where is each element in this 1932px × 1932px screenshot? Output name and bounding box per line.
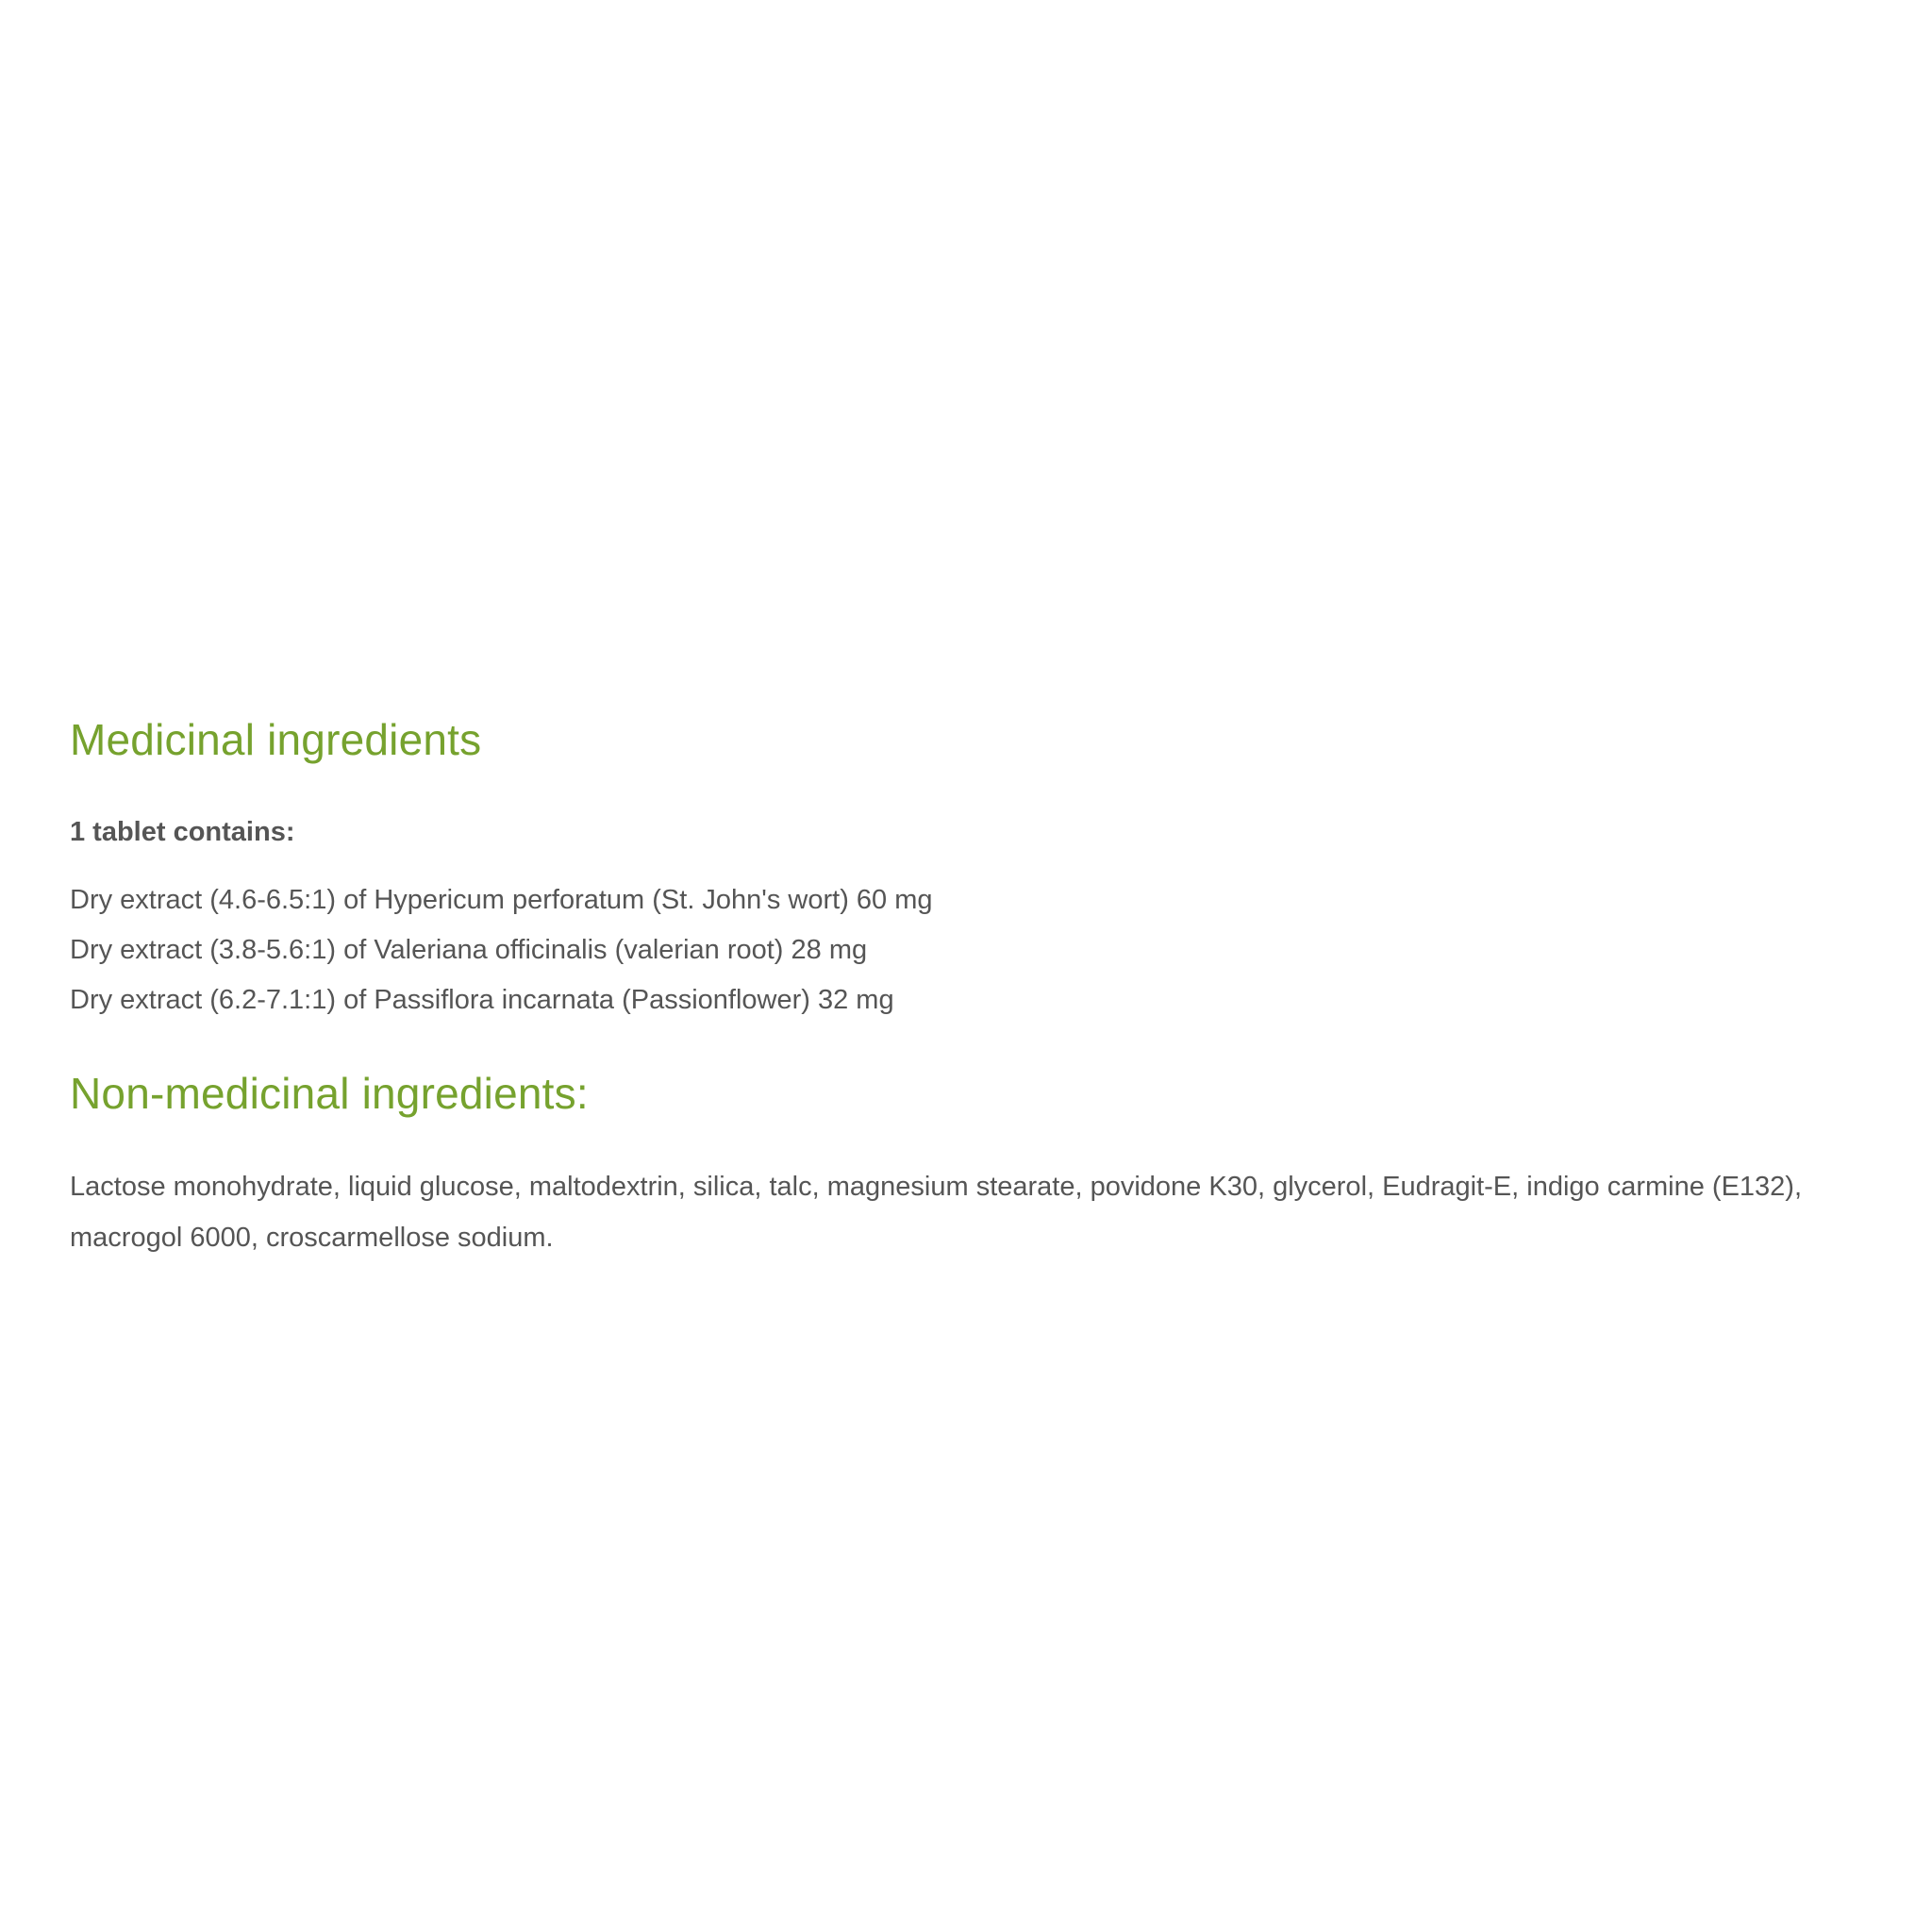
- non-medicinal-ingredients-heading: Non-medicinal ingredients:: [70, 1069, 589, 1118]
- tablet-contains-label: 1 tablet contains:: [70, 817, 295, 847]
- non-medicinal-ingredients-text: Lactose monohydrate, liquid glucose, maltodextrin, silica, talc, magnesium stearate, povidone K30, glycerol, Eudragit-E, indigo carmine (E132), macrogol 6000, croscarmellose sodium.: [70, 1172, 1803, 1253]
- list-item: Dry extract (6.2-7.1:1) of Passiflora incarnata (Passionflower) 32 mg: [70, 985, 894, 1015]
- list-item: Dry extract (4.6-6.5:1) of Hypericum perforatum (St. John's wort) 60 mg: [70, 885, 933, 915]
- medicinal-ingredients-list: [70, 875, 1900, 1025]
- ingredients-section: [70, 709, 1900, 1263]
- list-item: Dry extract (3.8-5.6:1) of Valeriana officinalis (valerian root) 28 mg: [70, 935, 868, 965]
- medicinal-ingredients-heading: Medicinal ingredients: [70, 715, 482, 764]
